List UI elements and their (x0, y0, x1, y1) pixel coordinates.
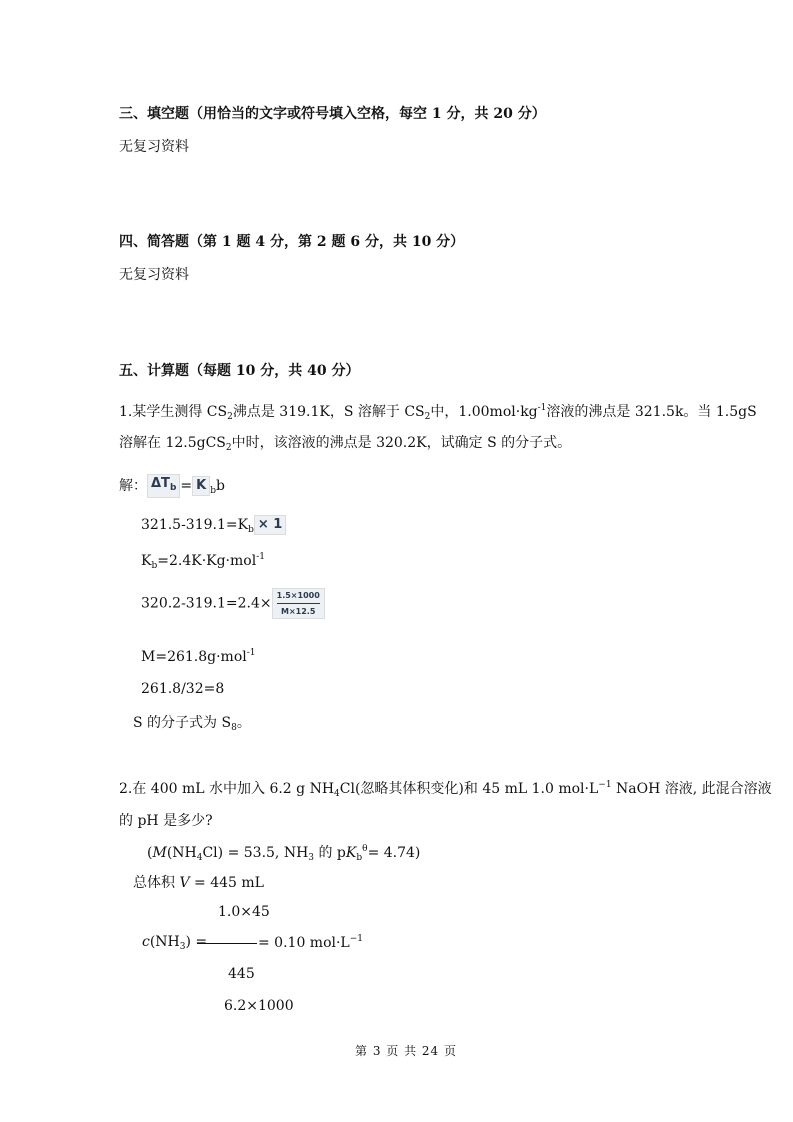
q2-fraction-numerator: 1.0×45 (218, 904, 270, 920)
section-4-heading: 四、简答题（第 1 题 4 分，第 2 题 6 分，共 10 分） (119, 234, 465, 250)
fraction-bar (197, 943, 257, 944)
q1-step-2: $K_b=2.4K\cdot Kg\cdot mol^{-1}$ (141, 552, 265, 571)
q1-step-5: 261.8/32=8 (141, 681, 225, 697)
q1-step-1: $321.5-319.1=K_b \times 1$ (141, 515, 286, 535)
section-3-body: 无复习资料 (119, 139, 189, 155)
kb-image: K (192, 476, 210, 496)
q2-total-volume: 总体积 V = 445 mL (133, 875, 264, 891)
section-3-heading: 三、填空题（用恰当的文字或符号填入空格，每空 1 分，共 20 分） (119, 106, 546, 122)
q1-line-1: 1.某学生测得 $CS_2$沸点是 319.1K，S 溶解于 $CS_2$中，$1.00mol\cdot kg^{-1}$溶液的沸点是 321.5k。当 1.5gS (119, 403, 757, 422)
q2-concentration-lhs: $c(NH_3)$ = (142, 934, 208, 952)
q2-fraction-denominator: 445 (228, 966, 255, 982)
q1-line-2: 溶解在 12.5gCS$_2$中时，该溶液的沸点是 320.2K，试确定 S 的分子式。 (119, 435, 572, 453)
page-footer: 第 3 页 共 24 页 (355, 1044, 457, 1058)
q1-step-4: M=261.8g·mol$^{-1}$ (141, 648, 256, 665)
times-one-image: × 1 (254, 515, 286, 535)
section-4-body: 无复习资料 (119, 267, 189, 283)
section-5-heading: 五、计算题（每题 10 分，共 40 分） (119, 363, 360, 379)
q2-next-numerator: 6.2×1000 (224, 998, 294, 1014)
q1-conclusion: S 的分子式为 $S_8$。 (133, 715, 251, 733)
delta-tb-image: $\Delta T_b$ (147, 474, 180, 498)
q2-given: ($M(NH_4Cl) = 53.5$, $NH_3$ 的 $pK_b^\theta= 4.74$) (147, 844, 421, 863)
q2-concentration-result: = 0.10 $mol\cdot L^{-1}$ (258, 934, 364, 951)
q2-line-1: 2.在 400 mL 水中加入 6.2 g $NH_4Cl$(忽略其体积变化)和 45 mL 1.0 $mol\cdot L^{-1}$ NaOH 溶液, 此混合溶液 (119, 780, 772, 799)
q2-line-2: 的 pH 是多少? (119, 813, 213, 829)
q1-solution-formula: 解： $\Delta T_b = K$ $_b$b (119, 476, 225, 496)
q1-step-3: 320.2-319.1=2.4× $\frac{1.5\times 1000}{M\times 12.5}$ (141, 588, 325, 619)
fraction-image: $\frac{1.5\times 1000}{M\times 12.5}$ (272, 588, 325, 619)
